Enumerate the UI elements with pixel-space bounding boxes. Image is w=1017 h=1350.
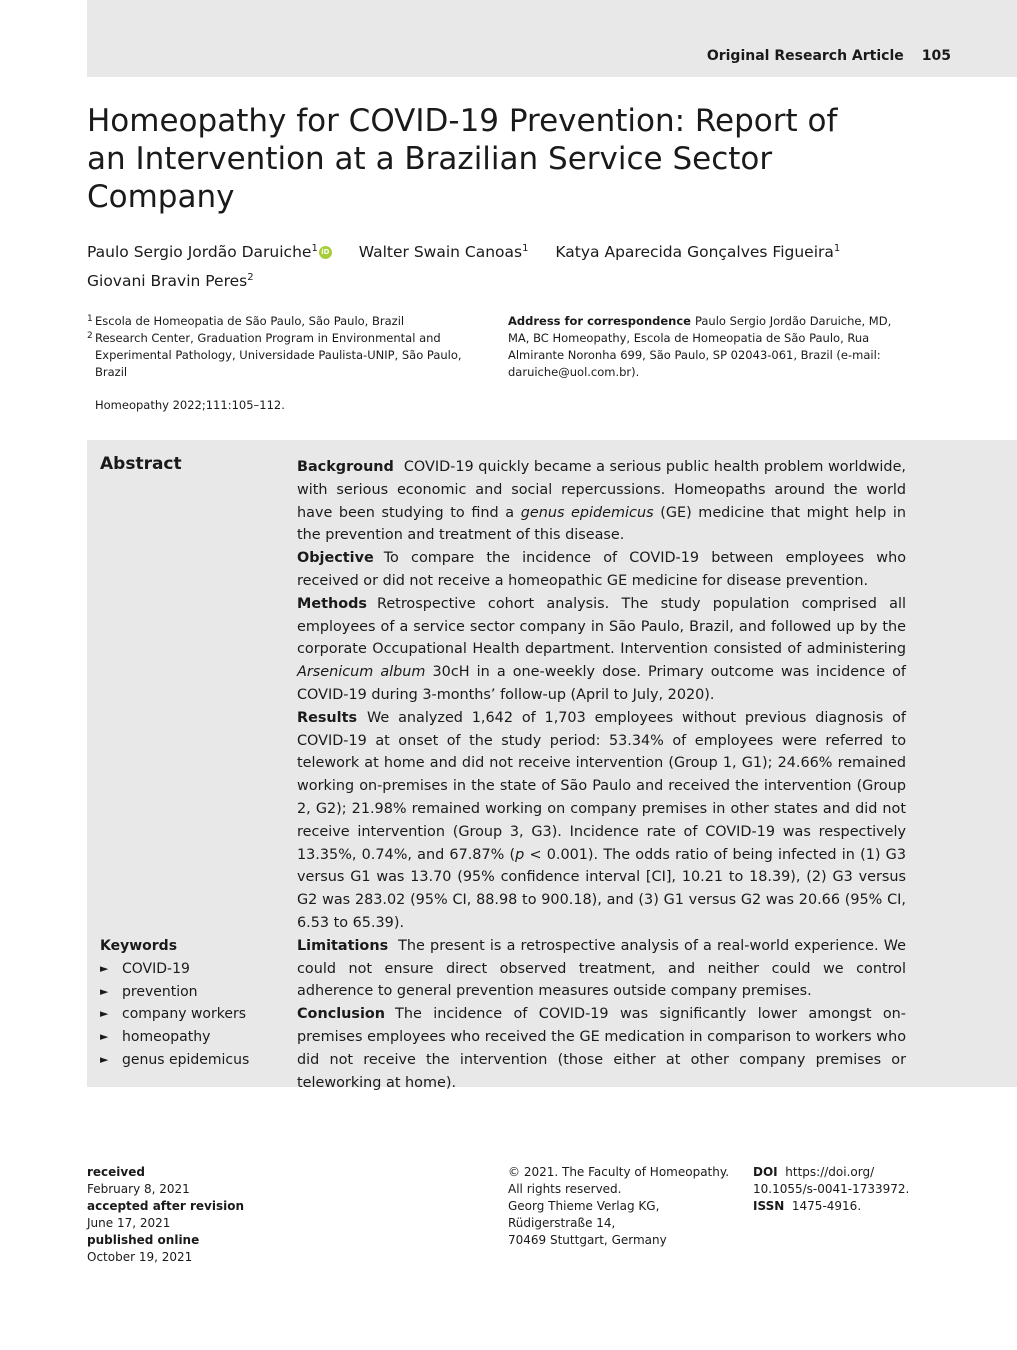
arrow-right-icon: ►: [100, 961, 109, 975]
running-header: [707, 48, 951, 64]
article-dates: received February 8, 2021 accepted after revision June 17, 2021 published online October 19, 2021: [87, 1165, 245, 1264]
page-number: 105: [921, 48, 951, 64]
author: Giovani Bravin Peres$^2$: [87, 272, 254, 291]
article-title: Homeopathy for COVID-19 Prevention: Report of an Intervention at a Brazilian Service Sector Company: [87, 103, 838, 215]
author-list: [87, 236, 947, 294]
keyword-item: ► homeopathy: [100, 1026, 285, 1049]
journal-citation: Homeopathy 2022;111:105–112.: [95, 398, 285, 412]
author: Katya Aparecida Gonçalves Figueira$^1$: [555, 243, 841, 262]
abstract-limitations: Limitations The present is a retrospective analysis of a real-world experience. We could not ensure direct observed treatment, and neither could we control adherence to general prevention measures outside company premises.: [297, 937, 906, 1000]
correspondence-address: [508, 313, 908, 381]
abstract-conclusion: Conclusion The incidence of COVID-19 was significantly lower amongst on-premises employees who received the GE medication in comparison to workers who did not receive the intervention (those either at other company premises or teleworking at home).: [297, 1006, 906, 1091]
keyword-item: ► prevention: [100, 981, 285, 1004]
keyword-item: ► COVID-19: [100, 958, 285, 981]
keywords-heading: Keywords: [100, 938, 178, 954]
keyword-item: ► genus epidemicus: [100, 1049, 285, 1072]
article-type: Original Research Article: [706, 48, 904, 64]
author: Walter Swain Canoas$^1$: [358, 243, 529, 262]
arrow-right-icon: ►: [100, 1052, 109, 1066]
correspondence-text[interactable]: Paulo Sergio Jordão Daruiche, MD, MA, BC Homeopathy, Escola de Homeopatia de São Paulo, Rua Almirante Noronha 699, São Paulo, SP 02043-061, Brazil (e-mail: daruiche@uol.com.br).: [508, 314, 892, 379]
doi-link[interactable]: DOI https://doi.org/: [753, 1165, 875, 1179]
affiliation: 2 Research Center, Graduation Program in Environmental and Experimental Pathology, Universidade Paulista-UNIP, São Paulo, Brazil: [87, 331, 462, 379]
abstract-objective: Objective To compare the incidence of COVID-19 between employees who received or did not receive a homeopathic GE medicine for disease prevention.: [297, 550, 906, 589]
affiliation: 1 Escola de Homeopatia de São Paulo, São Paulo, Brazil: [87, 314, 405, 328]
orcid-icon[interactable]: iD: [319, 246, 332, 259]
correspondence-label: Address for correspondence: [508, 314, 691, 328]
keywords-list: [100, 935, 285, 1072]
abstract-heading: Abstract: [100, 454, 182, 474]
abstract-methods: Methods Retrospective cohort analysis. The study population comprised all employees of a service sector company in São Paulo, Brazil, and followed up by the corporate Occupational Health department. Intervention consisted of administering Arsenicum album 30cH in a one-weekly dose. Primary outcome was incidence of COVID-19 during 3-months’ follow-up (April to July, 2020).: [297, 595, 906, 703]
copyright-notice: © 2021. The Faculty of Homeopathy. All rights reserved. Georg Thieme Verlag KG, Rüdigerstraße 14, 70469 Stuttgart, Germany: [508, 1165, 730, 1247]
arrow-right-icon: ►: [100, 1030, 109, 1044]
arrow-right-icon: ►: [100, 1007, 109, 1021]
abstract-results: Results We analyzed 1,642 of 1,703 employees without previous diagnosis of COVID-19 at onset of the study period: 53.34% of employees were referred to telework at home and did not receive intervention (Group 1, G1); 24.66% remained working on-premises in the state of São Paulo and received the intervention (Group 2, G2); 21.98% remained working on company premises in other states and did not receive intervention (Group 3, G3). Incidence rate of COVID-19 was respectively 13.35%, 0.74%, and 67.87% (p < 0.001). The odds ratio of being infected in (1) G3 versus G1 was 13.70 (95% confidence interval [CI], 10.21 to 18.39), (2) G3 versus G2 was 283.02 (95% CI, 88.98 to 900.18), and (3) G1 versus G2 was 20.66 (95% CI, 6.53 to 65.39).: [297, 709, 906, 931]
abstract-body: [297, 456, 906, 1094]
arrow-right-icon: ►: [100, 984, 109, 998]
abstract-background: Background COVID-19 quickly became a serious public health problem worldwide, with serious economic and social repercussions. Homeopaths around the world have been studying to find a genus epidemicus (GE) medicine that might help in the prevention and treatment of this disease.: [297, 459, 907, 544]
author: Paulo Sergio Jordão Daruiche$^1$ iD: [87, 243, 332, 261]
keyword-item: ► company workers: [100, 1003, 285, 1026]
doi-issn: DOI https://doi.org/ 10.1055/s-0041-1733972. ISSN 1475-4916.: [753, 1164, 953, 1215]
header-band: [87, 0, 1017, 77]
affiliations: [87, 313, 477, 381]
